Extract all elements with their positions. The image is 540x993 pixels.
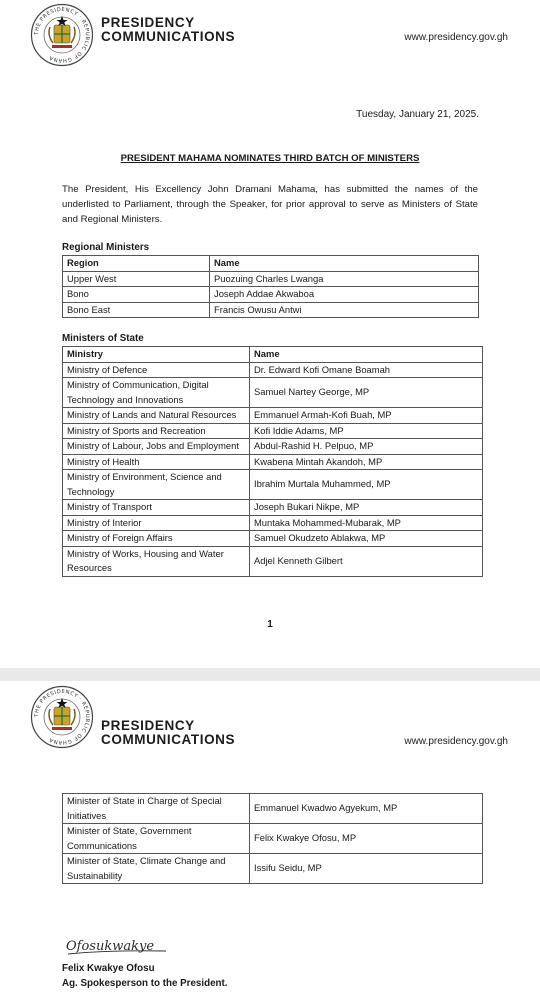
- website-url[interactable]: www.presidency.gov.gh: [404, 32, 508, 43]
- document-date: Tuesday, January 21, 2025.: [356, 109, 479, 120]
- regional-ministers-table: [62, 255, 479, 318]
- name-cell: Joseph Addae Akwaboa: [210, 287, 479, 303]
- letterhead: [0, 0, 540, 80]
- ministry-cell: Ministry of Interior: [63, 515, 250, 531]
- table-row: [63, 454, 483, 470]
- name-cell: Emmanuel Armah-Kofi Buah, MP: [250, 408, 483, 424]
- website-url[interactable]: www.presidency.gov.gh: [404, 736, 508, 747]
- table-row: [63, 546, 483, 576]
- table-row: [63, 408, 483, 424]
- ministry-cell: Ministry of Works, Housing and Water Resources: [63, 546, 250, 576]
- region-cell: Upper West: [63, 271, 210, 287]
- document-page-2: [0, 681, 540, 993]
- ministry-cell: Minister of State in Charge of Special Initiatives: [63, 794, 250, 824]
- name-cell: Francis Owusu Antwi: [210, 302, 479, 318]
- table-row: [63, 287, 479, 303]
- ministry-cell: Ministry of Health: [63, 454, 250, 470]
- name-cell: Felix Kwakye Ofosu, MP: [250, 824, 483, 854]
- name-cell: Issifu Seidu, MP: [250, 854, 483, 884]
- table-row: [63, 515, 483, 531]
- ministry-cell: Ministry of Environment, Science and Technology: [63, 470, 250, 500]
- ministry-cell: Ministry of Defence: [63, 362, 250, 378]
- ghana-coat-of-arms-seal-icon: [30, 3, 94, 67]
- column-header-name: Name: [210, 256, 479, 272]
- ministry-cell: Minister of State, Climate Change and Sustainability: [63, 854, 250, 884]
- org-line-2: COMMUNICATIONS: [101, 29, 236, 44]
- table-row: [63, 439, 483, 455]
- column-header-name: Name: [250, 347, 483, 363]
- ministry-cell: Ministry of Labour, Jobs and Employment: [63, 439, 250, 455]
- table-row: [63, 423, 483, 439]
- ministry-cell: Ministry of Foreign Affairs: [63, 531, 250, 547]
- name-cell: Kwabena Mintah Akandoh, MP: [250, 454, 483, 470]
- org-line-1: PRESIDENCY: [101, 718, 195, 733]
- column-header-region: Region: [63, 256, 210, 272]
- table-row: [63, 470, 483, 500]
- name-cell: Adjel Kenneth Gilbert: [250, 546, 483, 576]
- ministry-cell: Ministry of Transport: [63, 500, 250, 516]
- table-row: [63, 302, 479, 318]
- region-cell: Bono East: [63, 302, 210, 318]
- name-cell: Joseph Bukari Nikpe, MP: [250, 500, 483, 516]
- ministers-of-state-table-continued: [62, 793, 483, 884]
- name-cell: Abdul-Rashid H. Pelpuo, MP: [250, 439, 483, 455]
- intro-paragraph: The President, His Excellency John Dramani Mahama, has submitted the names of the underlisted to Parliament, through the Speaker, for prior approval to serve as Ministers of State and Regional Ministers.: [62, 184, 478, 225]
- letterhead: [0, 681, 540, 761]
- table-row: [63, 378, 483, 408]
- table-header-row: [63, 256, 479, 272]
- svg-text:Ofosukwakye: Ofosukwakye: [66, 939, 155, 954]
- page-separator: [0, 668, 540, 681]
- svg-text:THE PRESIDENCY · REPUBLIC OF G: THE PRESIDENCY · REPUBLIC OF GHANA: [33, 6, 91, 64]
- name-cell: Puozuing Charles Lwanga: [210, 271, 479, 287]
- handwritten-signature: [64, 930, 172, 960]
- document-title: PRESIDENT MAHAMA NOMINATES THIRD BATCH OF MINISTERS: [120, 153, 420, 164]
- ministry-cell: Minister of State, Government Communications: [63, 824, 250, 854]
- svg-text:THE PRESIDENCY · REPUBLIC OF G: THE PRESIDENCY · REPUBLIC OF GHANA: [33, 688, 91, 746]
- ghana-coat-of-arms-seal-icon: [30, 685, 94, 749]
- ministers-of-state-label: Ministers of State: [62, 333, 144, 344]
- table-row: [63, 794, 483, 824]
- column-header-ministry: Ministry: [63, 347, 250, 363]
- table-row: [63, 271, 479, 287]
- name-cell: Kofi Iddie Adams, MP: [250, 423, 483, 439]
- signatory-block: [62, 961, 228, 991]
- name-cell: Muntaka Mohammed-Mubarak, MP: [250, 515, 483, 531]
- name-cell: Ibrahim Murtala Muhammed, MP: [250, 470, 483, 500]
- ministry-cell: Ministry of Sports and Recreation: [63, 423, 250, 439]
- name-cell: Emmanuel Kwadwo Agyekum, MP: [250, 794, 483, 824]
- table-row: [63, 362, 483, 378]
- page-number: 1: [267, 619, 273, 630]
- org-line-2: COMMUNICATIONS: [101, 732, 236, 747]
- name-cell: Samuel Okudzeto Ablakwa, MP: [250, 531, 483, 547]
- ministers-of-state-table: [62, 346, 483, 577]
- ministry-cell: Ministry of Lands and Natural Resources: [63, 408, 250, 424]
- table-row: [63, 854, 483, 884]
- region-cell: Bono: [63, 287, 210, 303]
- signer-title: Ag. Spokesperson to the President.: [62, 978, 228, 989]
- table-row: [63, 824, 483, 854]
- regional-ministers-label: Regional Ministers: [62, 242, 150, 253]
- ministry-cell: Ministry of Communication, Digital Technology and Innovations: [63, 378, 250, 408]
- table-row: [63, 531, 483, 547]
- name-cell: Dr. Edward Kofi Omane Boamah: [250, 362, 483, 378]
- org-line-1: PRESIDENCY: [101, 15, 195, 30]
- signer-name: Felix Kwakye Ofosu: [62, 963, 155, 974]
- table-header-row: [63, 347, 483, 363]
- organization-name: [101, 16, 235, 44]
- table-row: [63, 500, 483, 516]
- name-cell: Samuel Nartey George, MP: [250, 378, 483, 408]
- organization-name: [101, 719, 235, 747]
